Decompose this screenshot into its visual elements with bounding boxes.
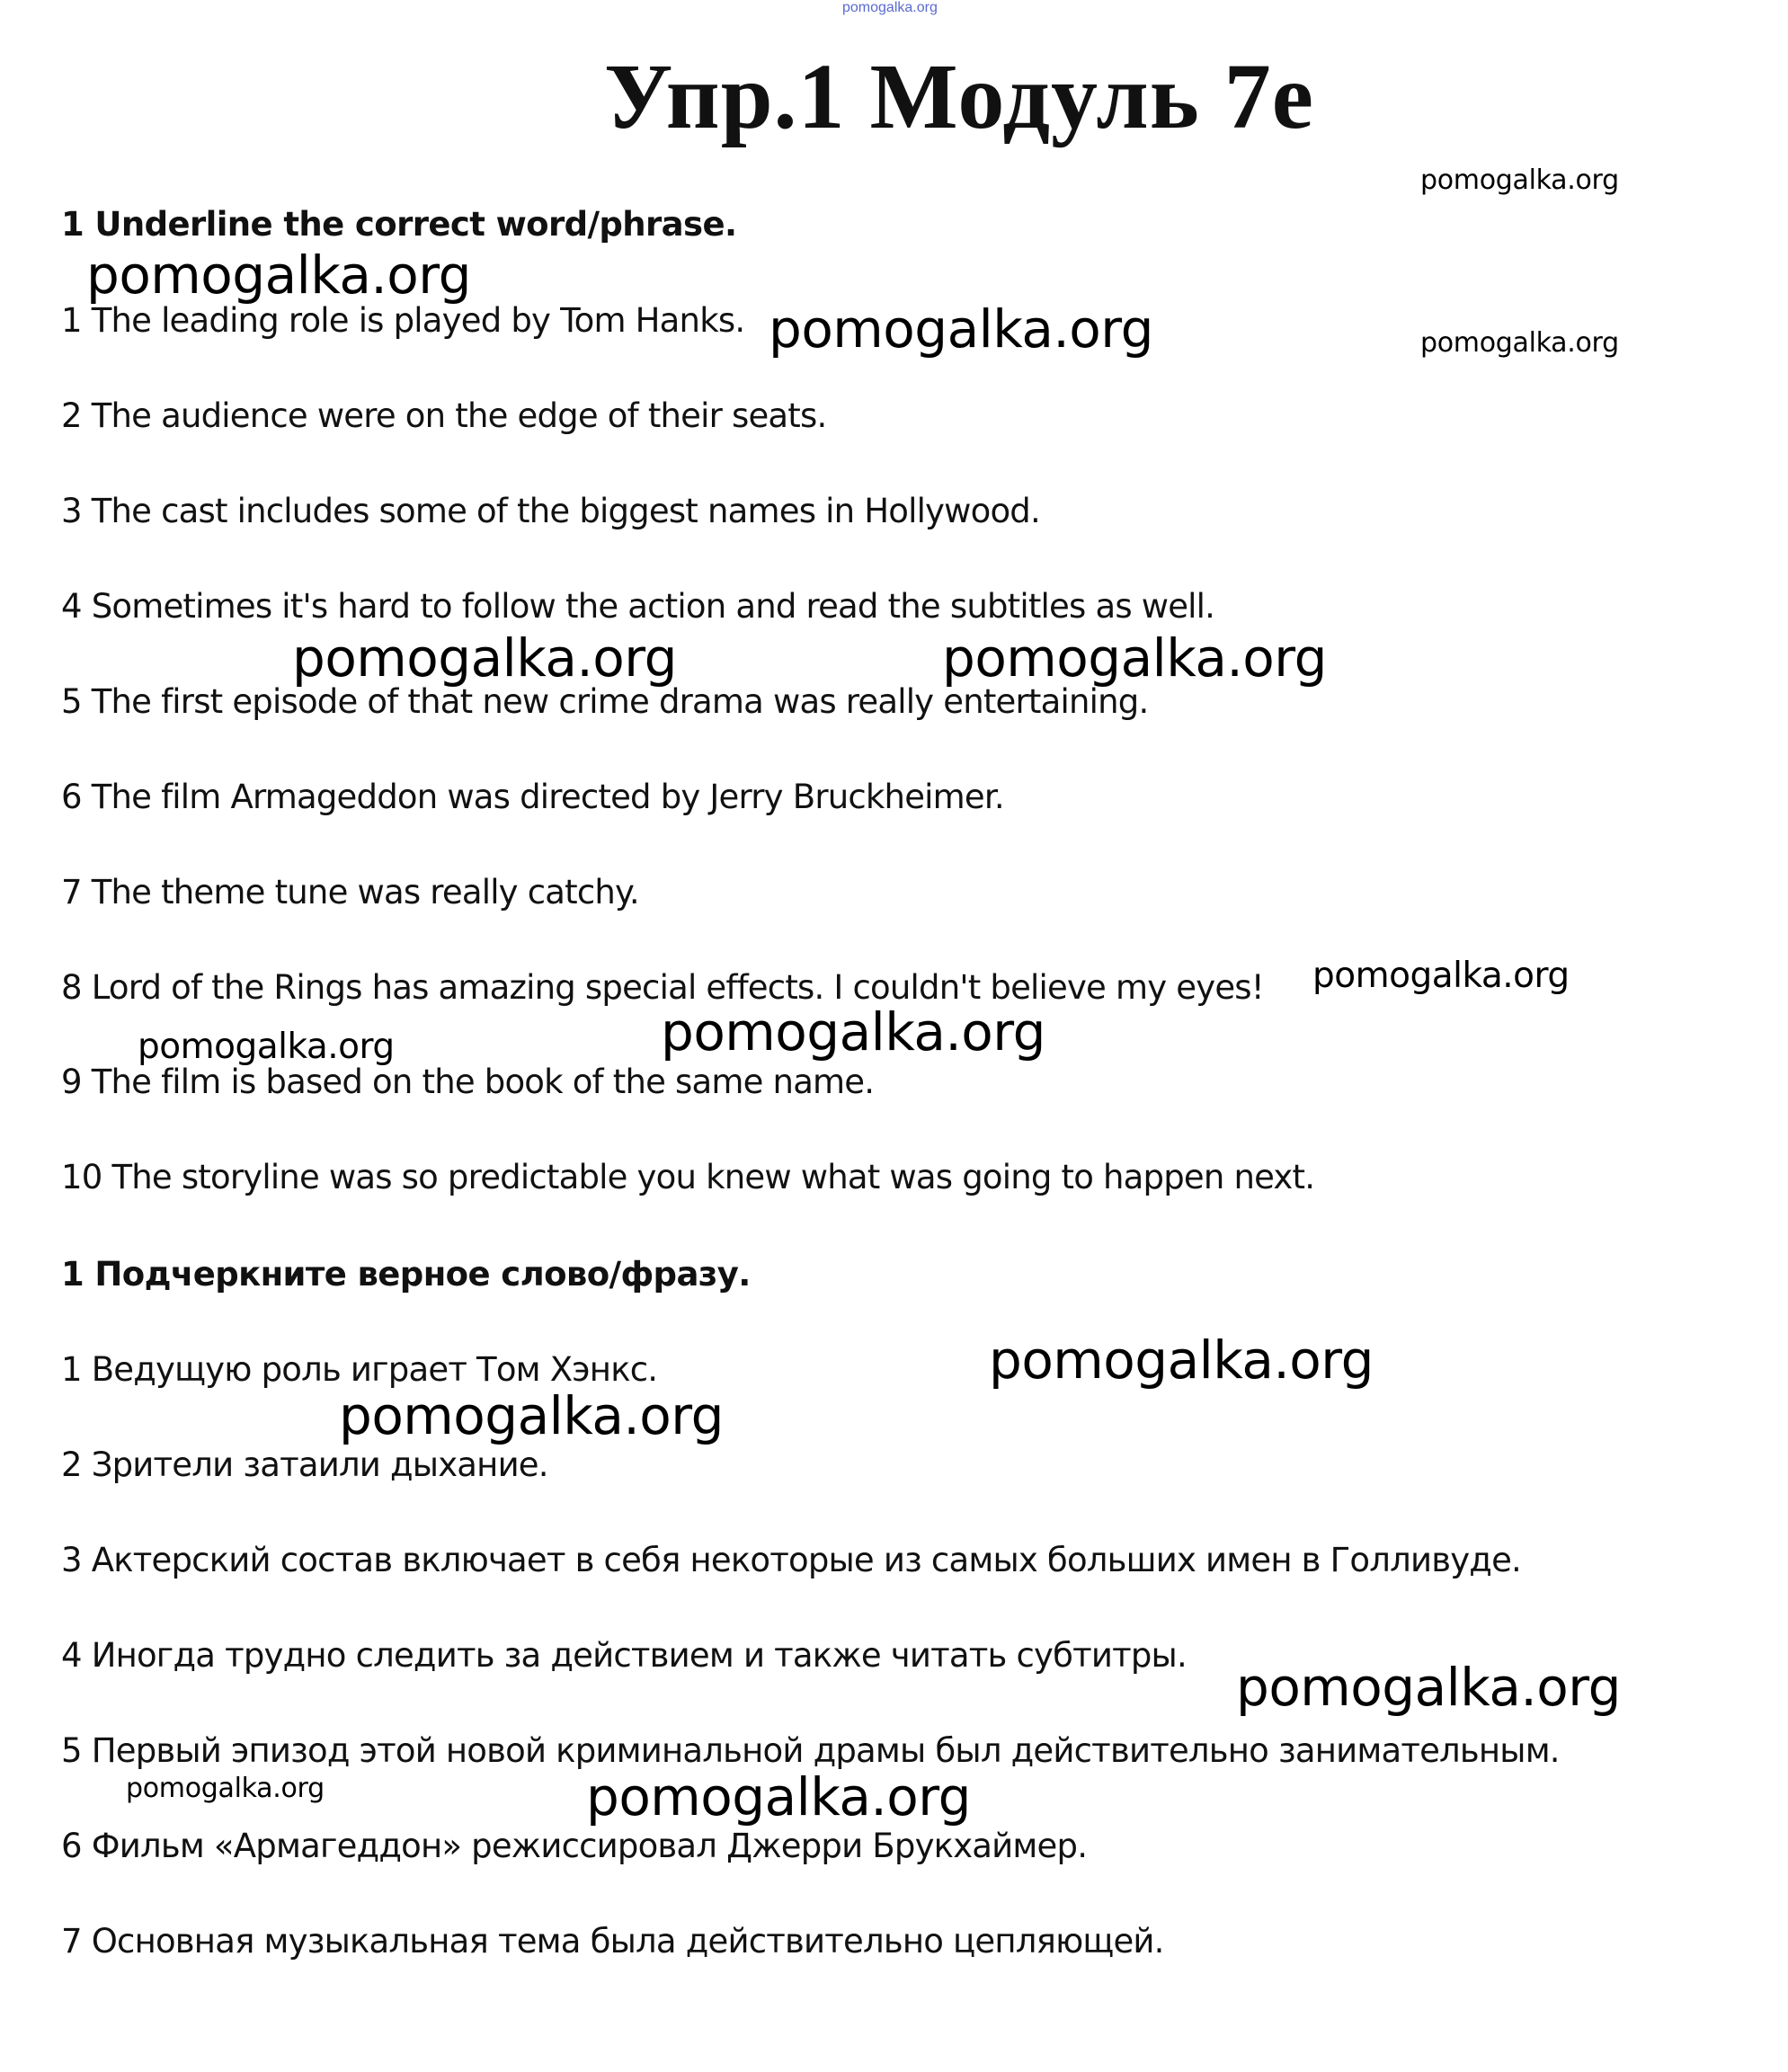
watermark: pomogalka.org	[138, 1027, 395, 1067]
watermark: pomogalka.org	[1420, 165, 1619, 196]
russian-item-7: 7 Основная музыкальная тема была действительно цепляющей.	[61, 1922, 1164, 1961]
watermark: pomogalka.org	[1312, 956, 1570, 996]
watermark: pomogalka.org	[769, 298, 1153, 360]
english-item-4: 4 Sometimes it's hard to follow the action and read the subtitles as well.	[61, 587, 1215, 626]
english-heading: 1 Underline the correct word/phrase.	[61, 205, 737, 244]
watermark: pomogalka.org	[942, 627, 1327, 689]
russian-item-1: 1 Ведущую роль играет Том Хэнкс.	[61, 1350, 658, 1389]
russian-heading: 1 Подчеркните верное слово/фразу.	[61, 1255, 751, 1294]
watermark: pomogalka.org	[989, 1329, 1374, 1391]
watermark: pomogalka.org	[292, 627, 677, 689]
watermark: pomogalka.org	[339, 1385, 724, 1446]
english-item-3: 3 The cast includes some of the biggest names in Hollywood.	[61, 492, 1040, 530]
watermark: pomogalka.org	[1236, 1657, 1621, 1718]
english-item-1: 1 The leading role is played by Tom Hanks.	[61, 301, 745, 340]
english-item-9: 9 The film is based on the book of the same name.	[61, 1063, 875, 1101]
english-item-5: 5 The first episode of that new crime drama was really entertaining.	[61, 682, 1149, 721]
watermark: pomogalka.org	[661, 1001, 1045, 1063]
page-title: Упр.1 Модуль 7е	[604, 45, 1314, 148]
top-watermark: pomogalka.org	[842, 0, 938, 15]
english-item-8: 8 Lord of the Rings has amazing special effects. I couldn't believe my eyes!	[61, 968, 1264, 1007]
watermark: pomogalka.org	[86, 245, 471, 306]
russian-item-2: 2 Зрители затаили дыхание.	[61, 1445, 548, 1484]
watermark: pomogalka.org	[126, 1773, 325, 1804]
english-item-7: 7 The theme tune was really catchy.	[61, 873, 639, 912]
russian-item-4: 4 Иногда трудно следить за действием и также читать субтитры.	[61, 1636, 1187, 1675]
english-item-6: 6 The film Armageddon was directed by Jerry Bruckheimer.	[61, 778, 1004, 816]
russian-item-5: 5 Первый эпизод этой новой криминальной драмы был действительно занимательным.	[61, 1731, 1560, 1770]
english-item-10: 10 The storyline was so predictable you knew what was going to happen next.	[61, 1158, 1315, 1196]
watermark: pomogalka.org	[1420, 327, 1619, 359]
watermark: pomogalka.org	[586, 1766, 971, 1827]
russian-item-6: 6 Фильм «Армагеддон» режиссировал Джерри Брукхаймер.	[61, 1827, 1088, 1865]
russian-item-3: 3 Актерский состав включает в себя некоторые из самых больших имен в Голливуде.	[61, 1541, 1522, 1579]
english-item-2: 2 The audience were on the edge of their seats.	[61, 396, 827, 435]
